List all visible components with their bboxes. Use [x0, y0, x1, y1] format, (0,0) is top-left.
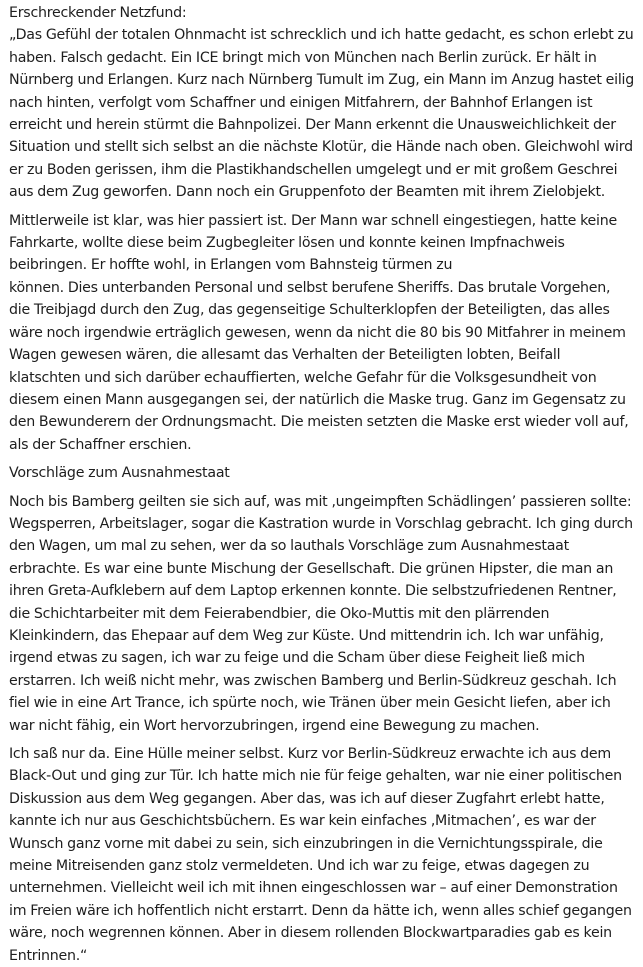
article-paragraph-1: „Das Gefühl der totalen Ohnmacht ist schrecklich und ich hatte gedacht, es schon erlebt zu haben. Falsch gedacht. Ein ICE bringt mich von München nach Berlin zurück. Er hält in Nürnberg und Erlangen. Kurz nach Nürnberg Tumult im Zug, ein Mann im Anzug hastet eilig nach hinten, verfolgt vom Schaffner und einigen Mitfahrern, der Bahnhof Erlangen ist erreicht und herein stürmt die Bahnpolizei. Der Mann erkennt die Unausweichlichkeit der Situation und stellt sich selbst an die nächste Klotür, die Hände nach oben. Gleichwohl wird er zu Boden gerissen, ihm die Plastikhandschellen umgelegt und er mit großem Geschrei aus dem Zug geworfen. Dann noch ein Gruppenfoto der Beamten mit ihrem Zielobjekt.	[9, 27, 634, 201]
section-heading: Vorschläge zum Ausnahmestaat	[9, 465, 230, 482]
article-paragraph-4: Ich saß nur da. Eine Hülle meiner selbst. Kurz vor Berlin-Südkreuz erwachte ich aus dem Black-Out und ging zur Tür. Ich hatte mich nie für feige gehalten, war nie einer politischen Diskussion aus dem Weg gegangen. Aber das, was ich auf dieser Zugfahrt erlebt hatte, kannte ich nur aus Geschichtsbüchern. Es war kein einfaches ‚Mitmachen’, es war der Wunsch ganz vorne mit dabei zu sein, sich einzubringen in die Vernichtungsspirale, die meine Mitreisenden ganz stolz vermeldeten. Und ich war zu feige, etwas dagegen zu unternehmen. Vielleicht weil ich mit ihnen eingeschlossen war – auf einer Demonstration im Freien wäre ich hoffentlich nicht erstarrt. Denn da hätte ich, wenn alles schief gegangen wäre, noch wegrennen können. Aber in diesem rollenden Blockwartparadies gab es kein Entrinnen.“	[9, 746, 632, 964]
article-paragraph-3: Noch bis Bamberg geilten sie sich auf, was mit ‚ungeimpften Schädlingen’ passieren sollte: Wegsperren, Arbeitslager, sogar die Kastration wurde in Vorschlag gebracht. Ich ging durch den Wagen, um mal zu sehen, wer da so lauthals Vorschläge zum Ausnahmestaat erbrachte. Es war eine bunte Mischung der Gesellschaft. Die grünen Hipster, die man an ihren Greta-Aufklebern auf dem Laptop erkennen konnte. Die selbstzufriedenen Rentner, die Schichtarbeiter mit dem Feierabendbier, die Oko-Muttis mit den plärrenden Kleinkindern, das Ehepaar auf dem Weg zur Küste. Und mittendrin ich. Ich war unfähig, irgend etwas zu sagen, ich war zu feige und die Scham über diese Feigheit ließ mich erstarren. Ich weiß nicht mehr, was zwischen Bamberg und Berlin-Südkreuz geschah. Ich fiel wie in eine Art Trance, ich spürte noch, wie Tränen über mein Gesicht liefen, aber ich war nicht fähig, ein Wort hervorzubringen, irgend eine Bewegung zu machen.	[9, 493, 633, 734]
article-heading: Erschreckender Netzfund:	[9, 5, 187, 21]
article-paragraph-2: Mittlerweile ist klar, was hier passiert ist. Der Mann war schnell eingestiegen, hatte keine Fahrkarte, wollte diese beim Zugbegleiter lösen und konnte keinen Impfnachweis beibringen. Er hoffte wohl, in Erlangen vom Bahnsteig türmen zu können. Dies unterbanden Personal und selbst berufene Sheriffs. Das brutale Vorgehen, die Treibjagd durch den Zug, das gegenseitige Schulterklopfen der Beteiligten, das alles wäre noch irgendwie erträglich gewesen, wenn da nicht die 80 bis 90 Mitfahrer in meinem Wagen gewesen wären, die allesamt das Verhalten der Beteiligten lobten, Beifall klatschten und sich darüber echauffierten, welche Gefahr für die Volksgesundheit von diesem einen Mann ausgegangen sei, der natürlich die Maske trug. Ganz im Gegensatz zu den Bewunderern der Ordnungsmacht. Die meisten setzten die Maske erst wieder voll auf, als der Schaffner erschien.	[9, 212, 629, 453]
